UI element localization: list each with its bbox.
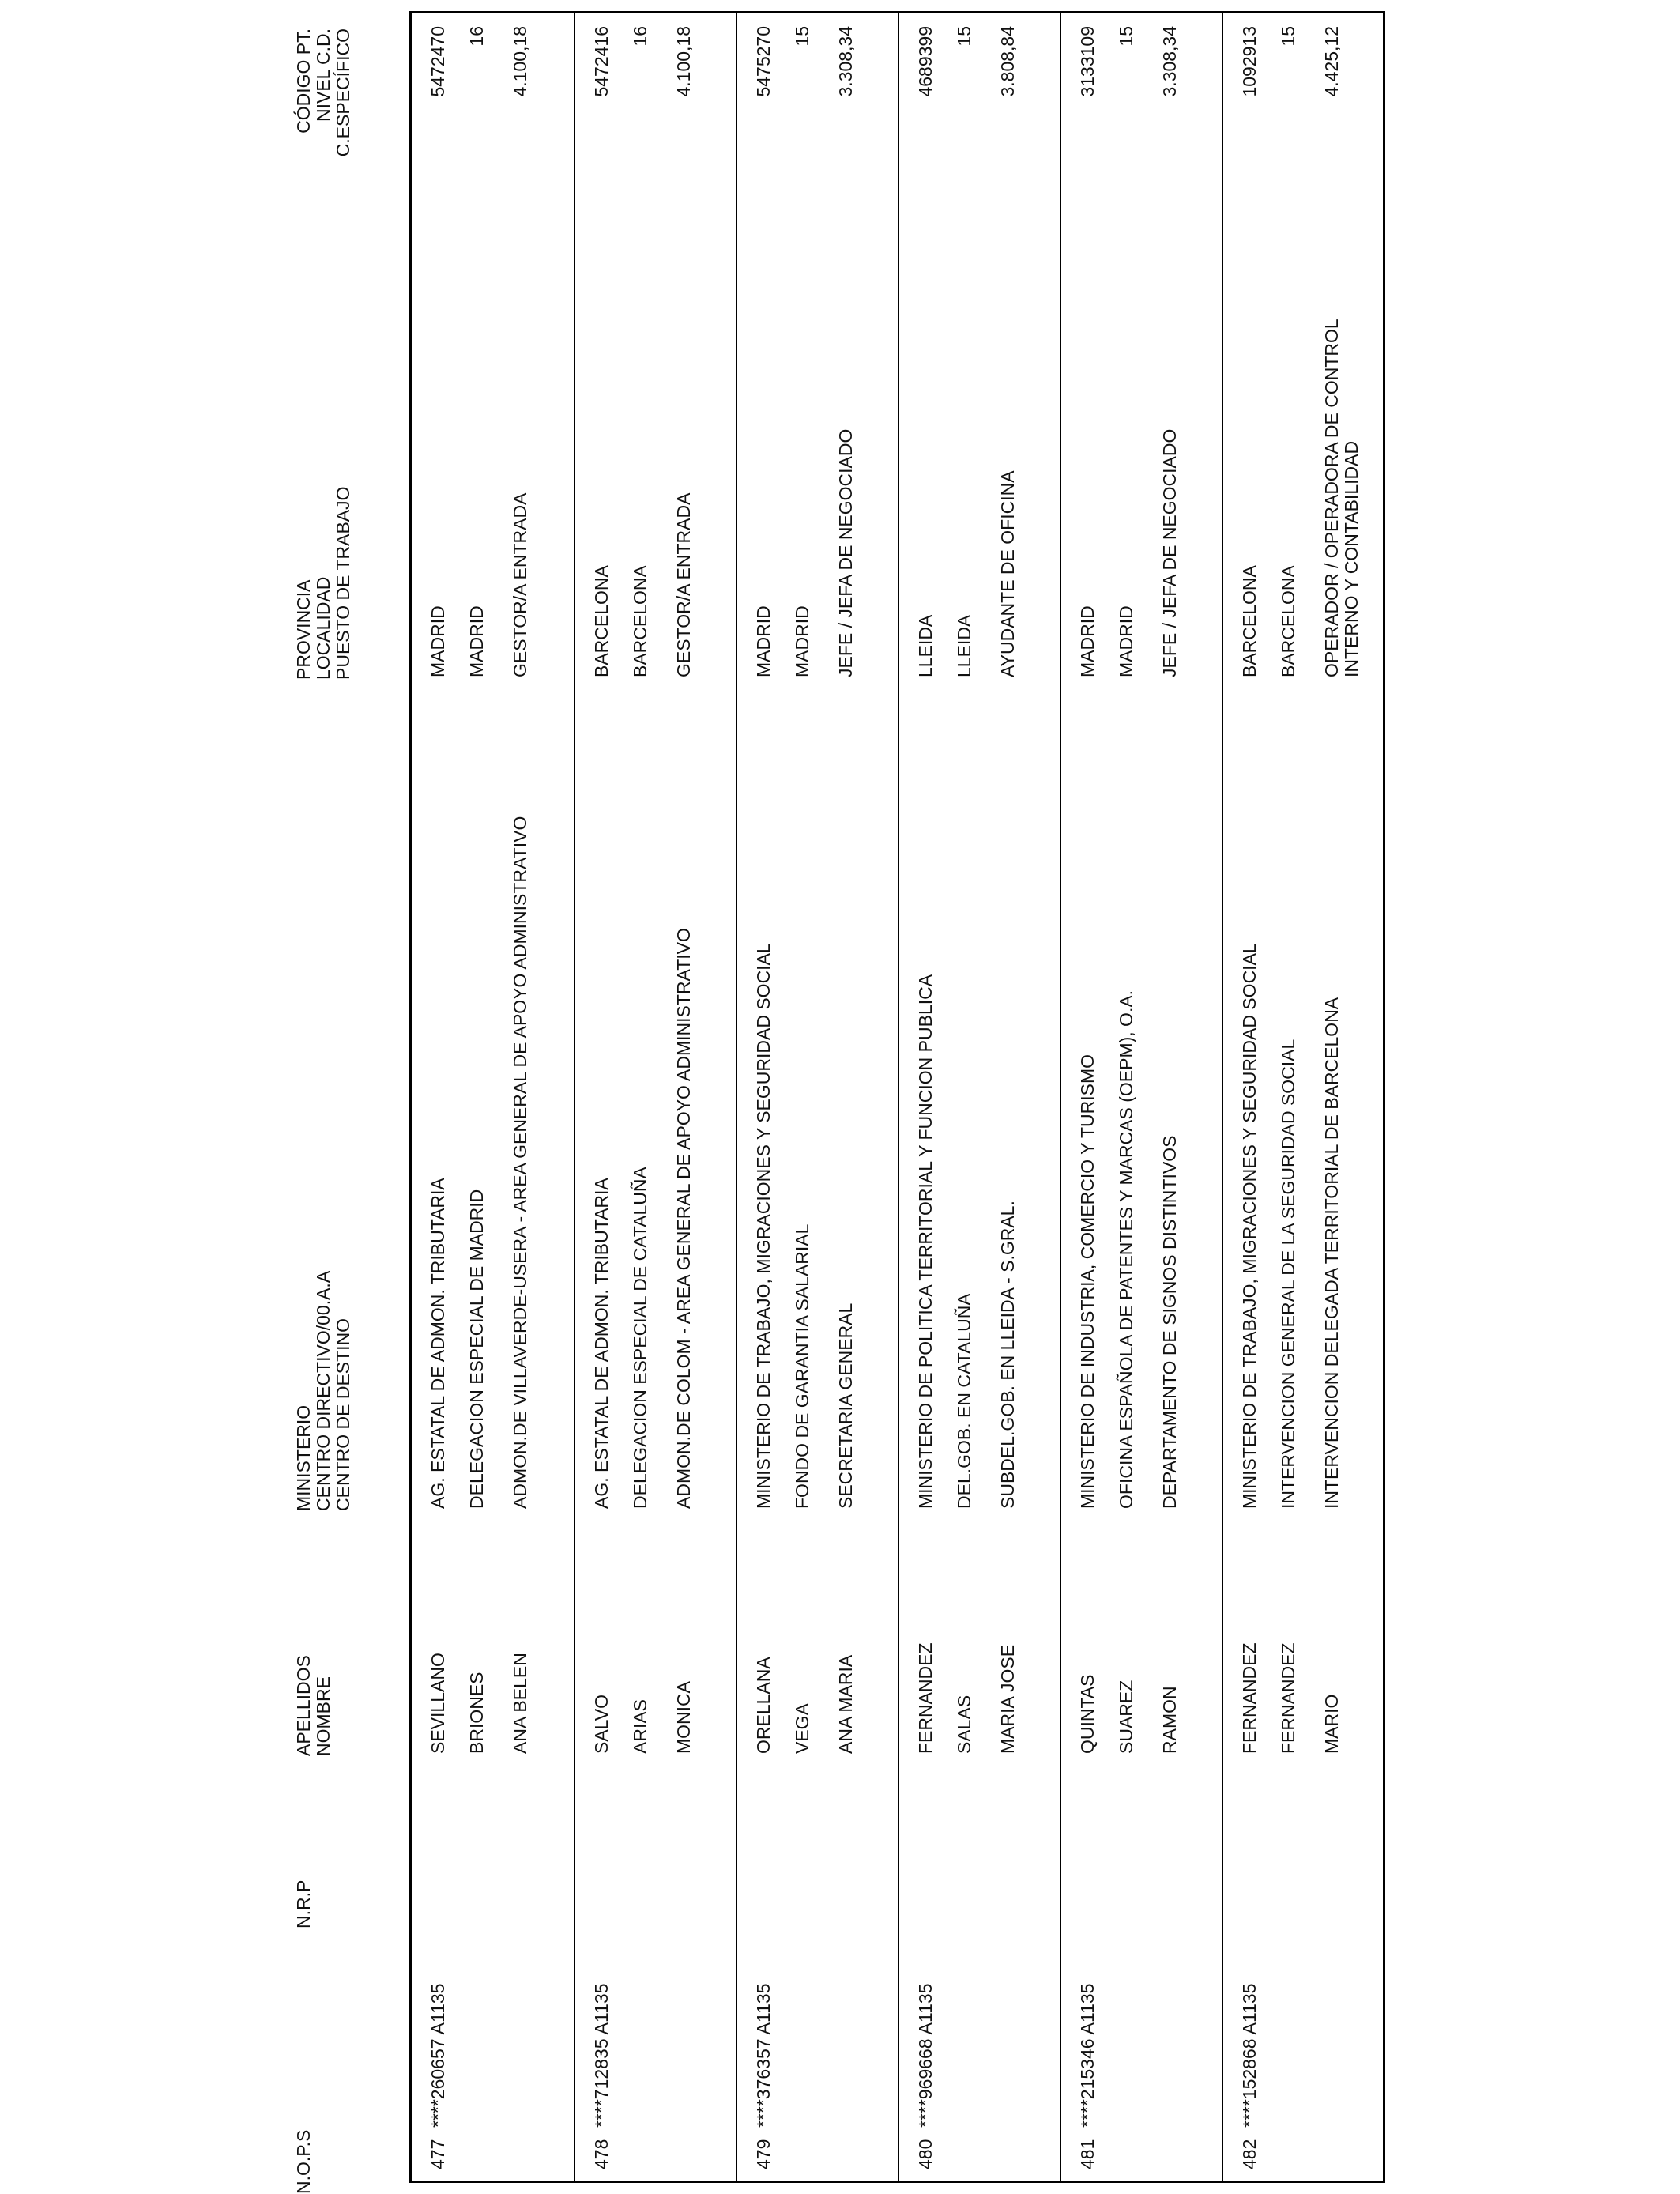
- header-nrp: N.R.P: [293, 1879, 314, 1928]
- record-centro-directivo: DELEGACION ESPECIAL DE MADRID: [466, 1189, 487, 1509]
- record-ministerio: MINISTERIO DE POLITICA TERRITORIAL Y FUNCION PUBLICA: [915, 974, 936, 1509]
- record-apellido2: BRIONES: [466, 1672, 487, 1754]
- record-especifico: 3.308,34: [835, 26, 856, 97]
- record-row: [898, 13, 1060, 2181]
- record-codigo: 3133109: [1077, 26, 1098, 97]
- record-centro-directivo: DEL.GOB. EN CATALUÑA: [954, 1293, 974, 1509]
- record-nivel: 15: [1278, 26, 1298, 47]
- records-table: [409, 11, 1385, 2183]
- record-ministerio: AG. ESTATAL DE ADMON. TRIBUTARIA: [591, 1178, 612, 1509]
- record-nrp: ****969668 A1135: [915, 1983, 936, 2128]
- record-nrp: ****376357 A1135: [753, 1983, 774, 2128]
- record-apellido1: SALVO: [591, 1695, 612, 1754]
- record-centro-directivo: OFICINA ESPAÑOLA DE PATENTES Y MARCAS (OEPM), O.A.: [1116, 990, 1136, 1509]
- record-ministerio: MINISTERIO DE INDUSTRIA, COMERCIO Y TURISMO: [1077, 1054, 1098, 1509]
- record-nivel: 15: [1116, 26, 1136, 47]
- record-nombre: MARIO: [1321, 1694, 1342, 1754]
- record-nops: 477: [428, 2139, 448, 2169]
- record-provincia: BARCELONA: [591, 565, 612, 677]
- record-especifico: 4.100,18: [510, 26, 530, 97]
- record-localidad: MADRID: [466, 605, 487, 677]
- record-puesto: GESTOR/A ENTRADA: [673, 492, 694, 677]
- header-provincia-localidad-puesto: PROVINCIA LOCALIDAD PUESTO DE TRABAJO: [293, 486, 353, 680]
- record-centro-destino: ADMON.DE VILLAVERDE-USERA - AREA GENERAL DE APOYO ADMINISTRATIVO: [510, 816, 530, 1509]
- record-nops: 478: [591, 2139, 612, 2169]
- record-apellido1: ORELLANA: [753, 1657, 774, 1754]
- record-apellido2: SALAS: [954, 1695, 974, 1754]
- record-localidad: MADRID: [1116, 605, 1136, 677]
- record-nops: 481: [1077, 2139, 1098, 2169]
- record-row: [412, 13, 574, 2181]
- record-nivel: 16: [466, 26, 487, 47]
- record-centro-destino: ADMON.DE COLOM - AREA GENERAL DE APOYO ADMINISTRATIVO: [673, 928, 694, 1509]
- header-codigo-nivel-especifico: CÓDIGO PT. NIVEL C.D. C.ESPECÍFICO: [293, 28, 353, 157]
- record-provincia: LLEIDA: [915, 614, 936, 677]
- record-codigo: 5472416: [591, 26, 612, 97]
- record-apellido2: ARIAS: [630, 1698, 650, 1754]
- record-nrp: ****260657 A1135: [428, 1983, 448, 2128]
- record-apellido2: VEGA: [792, 1703, 812, 1754]
- record-nivel: 15: [954, 26, 974, 47]
- record-row: [1222, 13, 1384, 2181]
- record-centro-destino: DEPARTAMENTO DE SIGNOS DISTINTIVOS: [1159, 1135, 1180, 1509]
- record-centro-directivo: FONDO DE GARANTIA SALARIAL: [792, 1223, 812, 1509]
- record-apellido1: QUINTAS: [1077, 1674, 1098, 1754]
- record-provincia: MADRID: [753, 605, 774, 677]
- record-localidad: BARCELONA: [630, 565, 650, 677]
- header-nops: N.O.P.S: [293, 2129, 314, 2194]
- record-nivel: 15: [792, 26, 812, 47]
- record-centro-destino: INTERVENCION DELEGADA TERRITORIAL DE BARCELONA: [1321, 997, 1342, 1509]
- record-especifico: 3.308,34: [1159, 26, 1180, 97]
- record-puesto: OPERADOR / OPERADORA DE CONTROL INTERNO Y CONTABILIDAD: [1321, 319, 1362, 677]
- record-nops: 482: [1239, 2139, 1260, 2169]
- record-nrp: ****215346 A1135: [1077, 1983, 1098, 2128]
- record-apellido1: FERNANDEZ: [1239, 1642, 1260, 1754]
- record-apellido2: FERNANDEZ: [1278, 1642, 1298, 1754]
- record-nombre: MONICA: [673, 1681, 694, 1754]
- record-provincia: BARCELONA: [1239, 565, 1260, 677]
- record-codigo: 1092913: [1239, 26, 1260, 97]
- record-nombre: MARIA JOSE: [997, 1644, 1018, 1754]
- record-especifico: 4.100,18: [673, 26, 694, 97]
- record-apellido1: FERNANDEZ: [915, 1642, 936, 1754]
- record-centro-directivo: DELEGACION ESPECIAL DE CATALUÑA: [630, 1167, 650, 1509]
- record-codigo: 5472470: [428, 26, 448, 97]
- record-codigo: 5475270: [753, 26, 774, 97]
- record-row: [574, 13, 736, 2181]
- record-localidad: MADRID: [792, 605, 812, 677]
- header-ministerio-centros: MINISTERIO CENTRO DIRECTIVO/00.A.A CENTRO DE DESTINO: [293, 1270, 353, 1511]
- record-localidad: BARCELONA: [1278, 565, 1298, 677]
- record-puesto: GESTOR/A ENTRADA: [510, 492, 530, 677]
- record-especifico: 3.808,84: [997, 26, 1018, 97]
- record-apellido2: SUAREZ: [1116, 1679, 1136, 1754]
- record-centro-destino: SECRETARIA GENERAL: [835, 1302, 856, 1509]
- record-nombre: ANA BELEN: [510, 1653, 530, 1754]
- record-ministerio: MINISTERIO DE TRABAJO, MIGRACIONES Y SEGURIDAD SOCIAL: [753, 943, 774, 1509]
- header-apellidos-nombre: APELLIDOS NOMBRE: [293, 1655, 333, 1756]
- record-nombre: RAMON: [1159, 1686, 1180, 1754]
- record-nops: 480: [915, 2139, 936, 2169]
- record-nrp: ****152868 A1135: [1239, 1983, 1260, 2128]
- record-apellido1: SEVILLANO: [428, 1653, 448, 1754]
- record-row: [1060, 13, 1222, 2181]
- record-ministerio: MINISTERIO DE TRABAJO, MIGRACIONES Y SEGURIDAD SOCIAL: [1239, 943, 1260, 1509]
- record-nombre: ANA MARIA: [835, 1654, 856, 1754]
- record-centro-destino: SUBDEL.GOB. EN LLEIDA - S.GRAL.: [997, 1201, 1018, 1509]
- record-nops: 479: [753, 2139, 774, 2169]
- record-provincia: MADRID: [428, 605, 448, 677]
- record-row: [736, 13, 898, 2181]
- record-nrp: ****712835 A1135: [591, 1983, 612, 2128]
- record-provincia: MADRID: [1077, 605, 1098, 677]
- record-localidad: LLEIDA: [954, 614, 974, 677]
- record-especifico: 4.425,12: [1321, 26, 1342, 97]
- record-codigo: 4689399: [915, 26, 936, 97]
- record-centro-directivo: INTERVENCION GENERAL DE LA SEGURIDAD SOCIAL: [1278, 1039, 1298, 1509]
- record-ministerio: AG. ESTATAL DE ADMON. TRIBUTARIA: [428, 1178, 448, 1509]
- record-puesto: AYUDANTE DE OFICINA: [997, 470, 1018, 677]
- record-puesto: JEFE / JEFA DE NEGOCIADO: [835, 428, 856, 677]
- record-nivel: 16: [630, 26, 650, 47]
- record-puesto: JEFE / JEFA DE NEGOCIADO: [1159, 428, 1180, 677]
